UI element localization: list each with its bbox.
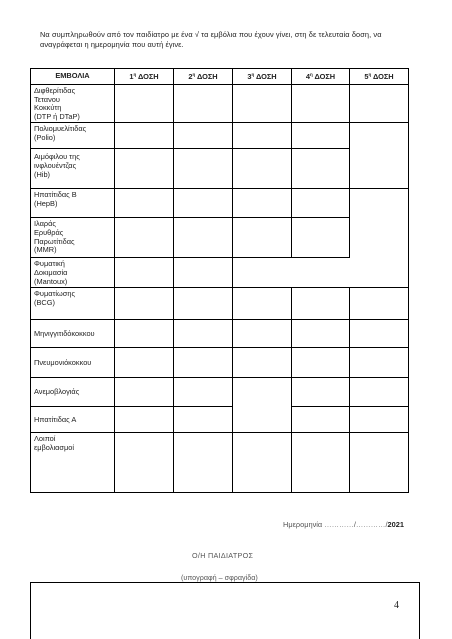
dose-cell[interactable] [350, 348, 409, 378]
dose-cell[interactable] [115, 149, 174, 189]
dose-cell[interactable] [174, 320, 233, 348]
dose-cell[interactable] [292, 123, 350, 149]
vaccine-name: Διφθερίτιδας Τετανου Κοκκύτη (DTP ή DTaP) [31, 85, 115, 123]
dose-cell[interactable] [233, 258, 292, 288]
dose-cell[interactable] [174, 149, 233, 189]
dose-cell[interactable] [292, 378, 350, 407]
table-row [31, 407, 409, 433]
dose-cell[interactable] [292, 348, 350, 378]
dose-cell[interactable] [292, 433, 350, 493]
dose-cell[interactable] [174, 348, 233, 378]
header-dose-3: $3^\eta$ ΔΟΣΗ [233, 69, 292, 85]
header-dose-2: $2^\eta$ ΔΟΣΗ [174, 69, 233, 85]
table-row [31, 378, 409, 407]
dose-cell[interactable] [292, 407, 350, 433]
dose-cell[interactable] [350, 407, 409, 433]
dose-cell[interactable] [174, 288, 233, 320]
dose-cell[interactable] [350, 123, 409, 149]
vaccine-name: Πολιομυελίτιδας (Polio) [31, 123, 115, 149]
dose-cell[interactable] [350, 378, 409, 407]
table-row [31, 149, 409, 189]
dose-cell[interactable] [350, 320, 409, 348]
vaccine-name: Λοιποί εμβολιασμοί [31, 433, 115, 493]
day-blank[interactable]: ………… [324, 520, 354, 529]
header-dose-1: $1^\eta$ ΔΟΣΗ [115, 69, 174, 85]
signature-stamp-note: (υπογραφή – σφραγίδα) [181, 573, 258, 582]
dose-cell[interactable] [292, 189, 350, 218]
dose-cell[interactable] [233, 407, 292, 433]
dose-cell[interactable] [174, 218, 233, 258]
dose-cell[interactable] [292, 218, 350, 258]
vaccine-name: Μηνιγγιτιδόκοκκου [31, 320, 115, 348]
dose-cell[interactable] [115, 378, 174, 407]
dose-cell[interactable] [292, 149, 350, 189]
page-number: 4 [394, 600, 399, 611]
dose-cell[interactable] [115, 258, 174, 288]
dose-cell[interactable] [174, 378, 233, 407]
dose-cell[interactable] [115, 320, 174, 348]
dose-cell[interactable] [174, 433, 233, 493]
vaccine-name: Πνευμονιόκοκκου [31, 348, 115, 378]
table-row [31, 218, 409, 258]
header-dose-4: $4^\eta$ ΔΟΣΗ [292, 69, 350, 85]
dose-cell[interactable] [292, 320, 350, 348]
dose-cell[interactable] [233, 288, 292, 320]
signature-stamp-box[interactable] [30, 582, 420, 639]
vaccine-name: Ηπατίτιδας Β (HepB) [31, 189, 115, 218]
dose-cell[interactable] [115, 433, 174, 493]
dose-cell[interactable] [350, 288, 409, 320]
vaccine-name: Φυματική Δοκιμασία (Mantoux) [31, 258, 115, 288]
year-value: 2021 [387, 520, 404, 529]
dose-cell[interactable] [115, 218, 174, 258]
dose-cell[interactable] [233, 149, 292, 189]
vaccine-name: Ανεμοβλογιάς [31, 378, 115, 407]
dose-cell[interactable] [174, 85, 233, 123]
dose-cell[interactable] [350, 433, 409, 493]
dose-cell[interactable] [233, 320, 292, 348]
table-row [31, 85, 409, 123]
dose-cell[interactable] [115, 407, 174, 433]
dose-cell[interactable] [233, 378, 292, 407]
dose-cell[interactable] [233, 348, 292, 378]
dose-cell[interactable] [350, 258, 409, 288]
dose-cell[interactable] [350, 218, 409, 258]
table-row [31, 189, 409, 218]
dose-cell[interactable] [115, 123, 174, 149]
dose-cell[interactable] [115, 85, 174, 123]
dose-cell[interactable] [233, 218, 292, 258]
dose-cell[interactable] [233, 123, 292, 149]
header-vaccines: ΕΜΒΟΛΙΑ [31, 69, 115, 85]
dose-cell[interactable] [292, 85, 350, 123]
table-row [31, 258, 409, 288]
table-row [31, 123, 409, 149]
dose-cell[interactable] [233, 433, 292, 493]
dose-cell[interactable] [233, 85, 292, 123]
dose-cell[interactable] [350, 85, 409, 123]
table-row [31, 433, 409, 493]
dose-cell[interactable] [115, 189, 174, 218]
table-row [31, 288, 409, 320]
dose-cell[interactable] [350, 149, 409, 189]
table-row [31, 348, 409, 378]
date-line: Ημερομηνία …………/…………/2021 [283, 520, 404, 529]
dose-cell[interactable] [350, 189, 409, 218]
table-header-row [31, 69, 409, 85]
dose-cell[interactable] [233, 189, 292, 218]
dose-cell[interactable] [292, 288, 350, 320]
dose-cell[interactable] [292, 258, 350, 288]
month-blank[interactable]: ………… [355, 520, 386, 529]
vaccine-name: Αιμόφιλου της ινφλουέντζας (Hib) [31, 149, 115, 189]
dose-cell[interactable] [174, 189, 233, 218]
dose-cell[interactable] [115, 348, 174, 378]
pediatrician-label: Ο/Η ΠΑΙΔΙΑΤΡΟΣ [192, 551, 254, 560]
table-row [31, 320, 409, 348]
vaccine-name: Ηπατίτιδας Α [31, 407, 115, 433]
dose-cell[interactable] [115, 288, 174, 320]
dose-cell[interactable] [174, 258, 233, 288]
header-dose-5: $5^\eta$ ΔΟΣΗ [350, 69, 409, 85]
instructions-text: Να συμπληρωθούν από τον παιδίατρο με ένα √ τα εμβόλια που έχουν γίνει, στη δε τελευταία δοση, να αναγράφεται η ημερομηνία που αυτή έγινε. [40, 30, 382, 49]
vaccine-name: Φυματίωσης (BCG) [31, 288, 115, 320]
dose-cell[interactable] [174, 123, 233, 149]
dose-cell[interactable] [174, 407, 233, 433]
vaccination-table [30, 68, 409, 493]
date-label: Ημερομηνία [283, 520, 323, 529]
vaccine-name: Ιλαράς Ερυθράς Παρωτίτιδας (MMR) [31, 218, 115, 258]
